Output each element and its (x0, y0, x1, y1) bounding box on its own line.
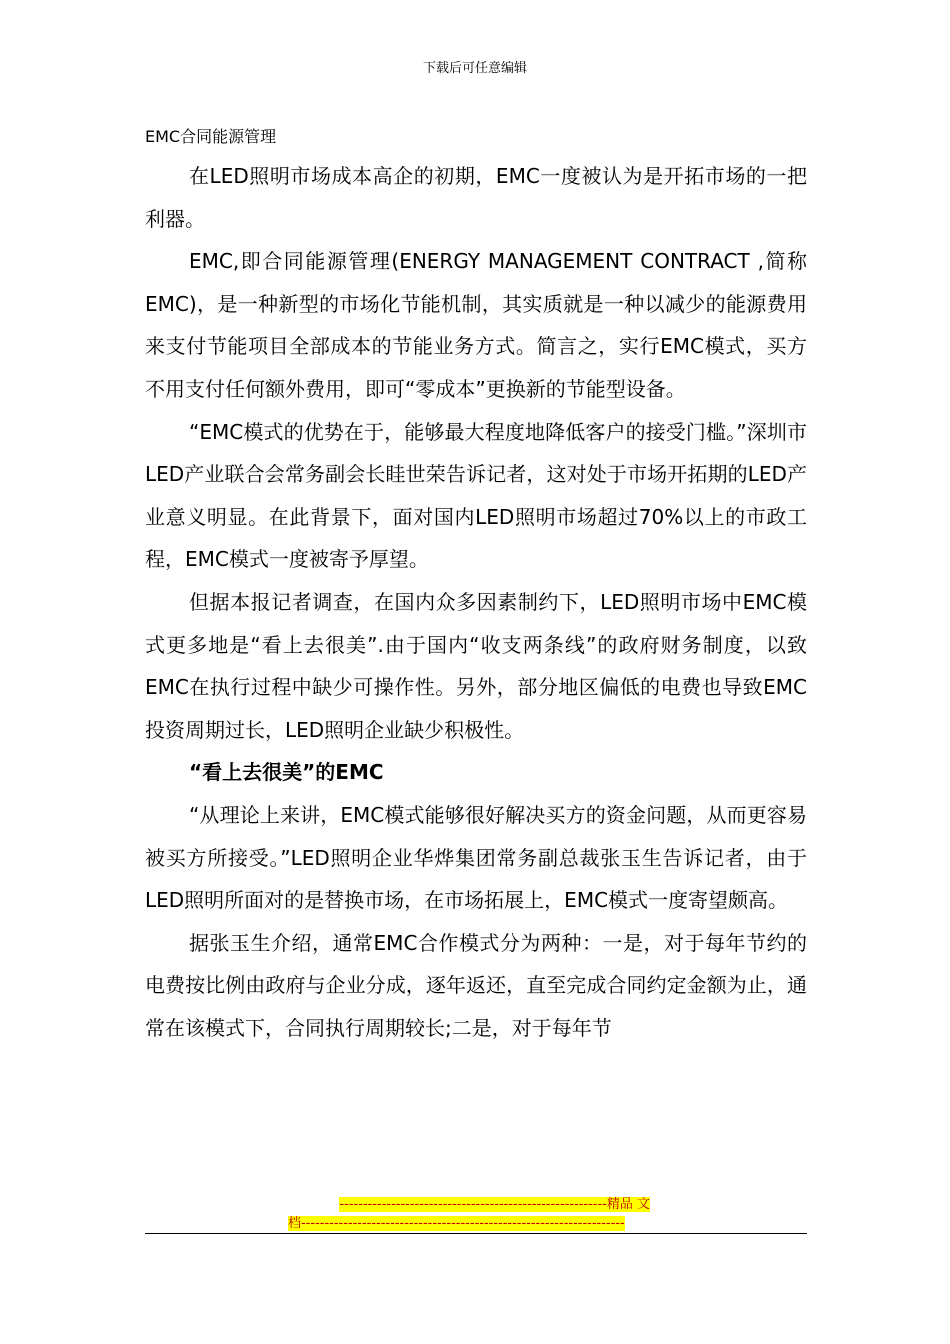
footer-watermark-line1: ---------------------------------------------------------精品 文 (339, 1197, 650, 1212)
paragraph-definition: EMC,即合同能源管理(ENERGY MANAGEMENT CONTRACT ,简称EMC)，是一种新型的市场化节能机制，其实质就是一种以减少的能源费用来支付节能项目全部成本的节能业务方式。简言之，实行EMC模式，买方不用支付任何额外费用，即可“零成本”更换新的节能型设备。 (145, 249, 807, 401)
paragraph-intro: 在LED照明市场成本高企的初期，EMC一度被认为是开拓市场的一把利器。 (145, 164, 807, 231)
footer-watermark (288, 1195, 662, 1233)
paragraph-theory: “从理论上来讲，EMC模式能够很好解决买方的资金问题，从而更容易被买方所接受。”LED照明企业华烨集团常务副总裁张玉生告诉记者，由于LED照明所面对的是替换市场，在市场拓展上，EMC模式一度寄望颇高。 (145, 802, 807, 913)
section-heading: “看上去很美”的EMC (189, 760, 384, 785)
paragraph-investigation: 但据本报记者调查，在国内众多因素制约下，LED照明市场中EMC模式更多地是“看上去很美”.由于国内“收支两条线”的政府财务制度，以致EMC在执行过程中缺少可操作性。另外，部分地区偏低的电费也导致EMC投资周期过长，LED照明企业缺少积极性。 (145, 589, 807, 742)
document-title: EMC合同能源管理 (145, 127, 277, 146)
footer-watermark-line2: 档--------------------------------------------------------------------- (288, 1216, 625, 1231)
footer-divider (145, 1233, 807, 1234)
document-body (145, 155, 807, 1049)
page-header: 下载后可任意编辑 (422, 61, 527, 76)
paragraph-advantage: “EMC模式的优势在于，能够最大程度地降低客户的接受门槛。”深圳市LED产业联合会常务副会长眭世荣告诉记者，这对处于市场开拓期的LED产业意义明显。在此背景下，面对国内LED照明市场超过70%以上的市政工程，EMC模式一度被寄予厚望。 (145, 419, 807, 572)
paragraph-cooperation-modes: 据张玉生介绍，通常EMC合作模式分为两种：一是，对于每年节约的电费按比例由政府与企业分成，逐年返还，直至完成合同约定金额为止，通常在该模式下，合同执行周期较长;二是，对于每年节 (145, 930, 807, 1040)
